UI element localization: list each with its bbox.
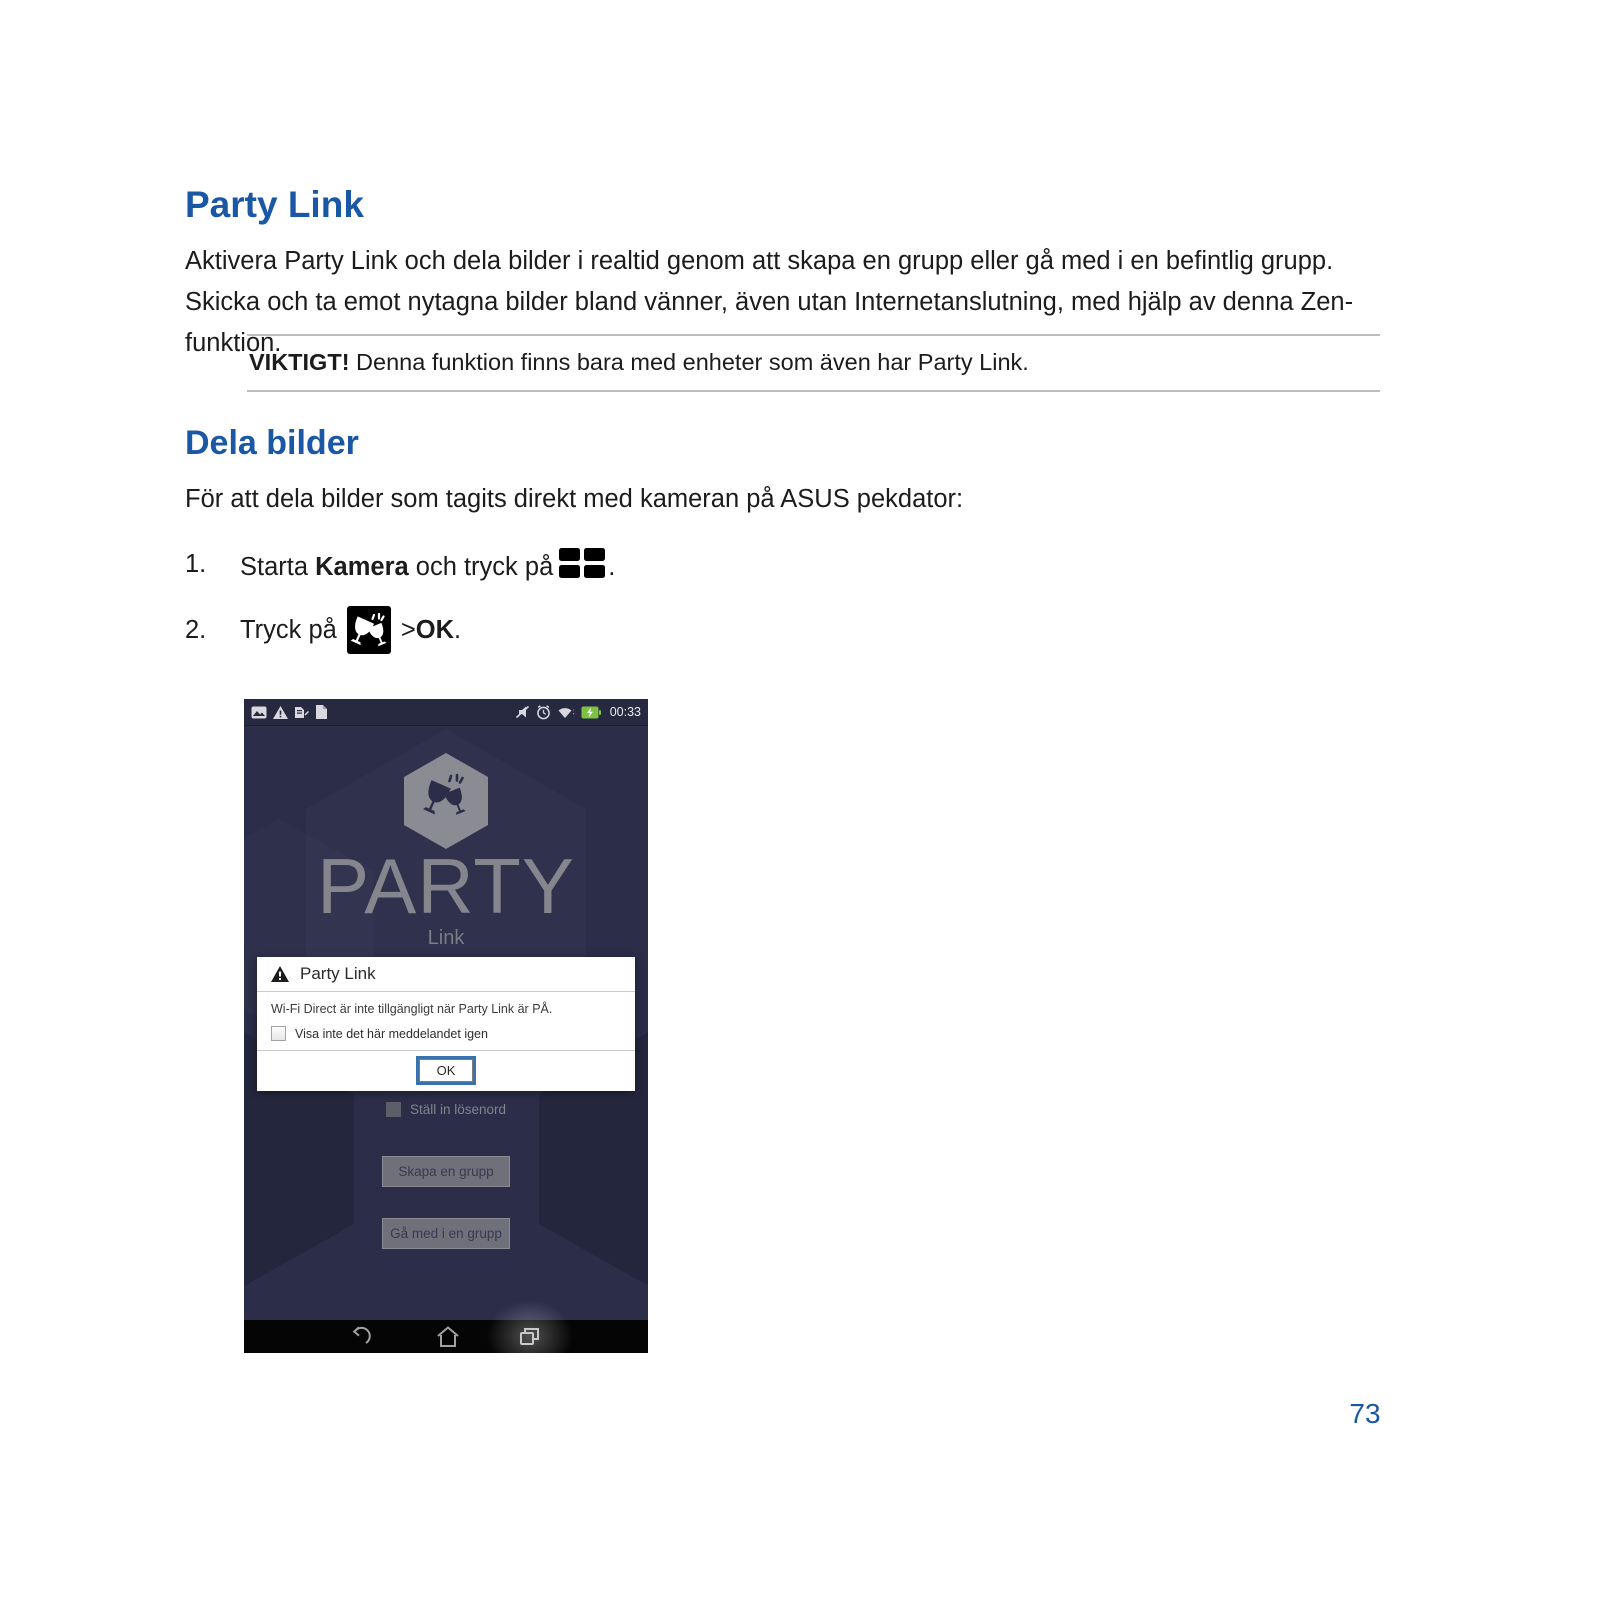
note-text: Denna funktion finns bara med enheter som även har Party Link. xyxy=(349,349,1029,375)
join-group-button[interactable]: Gå med i en grupp xyxy=(382,1218,510,1249)
section-title: Dela bilder xyxy=(185,424,359,462)
step-1 xyxy=(185,546,615,582)
recents-icon[interactable] xyxy=(517,1324,543,1350)
tablet-screenshot xyxy=(244,699,648,1353)
document-icon xyxy=(315,705,328,719)
mute-icon xyxy=(515,705,530,719)
step-2-number: 2. xyxy=(185,615,207,644)
dialog-title-row xyxy=(257,957,635,992)
dont-show-again-checkbox[interactable] xyxy=(271,1026,286,1041)
wifi-icon xyxy=(557,705,575,719)
set-password-checkbox[interactable] xyxy=(386,1102,401,1117)
back-icon[interactable] xyxy=(347,1324,373,1350)
step-1-number: 1. xyxy=(185,549,207,578)
sim-edit-icon xyxy=(294,705,309,719)
step-2: 2. Tryck på > OK . xyxy=(185,606,461,654)
step-1-text: Starta Kamera och tryck på . xyxy=(240,546,615,582)
page-title: Party Link xyxy=(185,184,364,225)
set-password-row[interactable] xyxy=(244,1102,648,1117)
alarm-icon xyxy=(536,705,551,720)
android-navigation-bar xyxy=(244,1320,648,1353)
party-logo-text: PARTY xyxy=(317,842,575,930)
ok-button[interactable]: OK xyxy=(416,1056,477,1085)
dont-show-again-row[interactable] xyxy=(271,1026,621,1041)
warning-icon xyxy=(271,966,289,982)
note-label: VIKTIGT! xyxy=(249,349,350,375)
party-link-hexagon-icon xyxy=(404,753,488,849)
camera-modes-grid-icon xyxy=(559,546,605,578)
status-bar xyxy=(244,699,648,726)
important-note xyxy=(247,334,1380,392)
intro-paragraph: Aktivera Party Link och dela bilder i realtid genom att skapa en grupp eller gå med i en befintlig grupp. Skicka och ta emot nytagna bilder bland vänner, även utan Internetanslutning, med hjälp av denna Zen-funktion. xyxy=(185,247,1354,357)
dialog-button-row xyxy=(257,1050,635,1091)
dialog-message: Wi-Fi Direct är inte tillgängligt när Party Link är PÅ. xyxy=(271,1002,553,1016)
party-logo-subtext: Link xyxy=(427,927,465,949)
section-intro: För att dela bilder som tagits direkt med kameran på ASUS pekdator: xyxy=(185,485,964,513)
status-icons-right xyxy=(515,705,641,720)
dont-show-again-label: Visa inte det här meddelandet igen xyxy=(295,1026,488,1041)
party-link-glasses-icon xyxy=(347,606,391,654)
dialog-title: Party Link xyxy=(300,964,376,983)
status-icons-left xyxy=(251,705,328,719)
warning-icon xyxy=(273,706,288,719)
status-time: 00:33 xyxy=(609,705,641,719)
set-password-label: Ställ in lösenord xyxy=(409,1102,507,1117)
gallery-icon xyxy=(251,706,267,719)
party-link-dialog xyxy=(257,957,635,1091)
battery-icon xyxy=(581,706,601,719)
create-group-button[interactable]: Skapa en grupp xyxy=(382,1156,510,1187)
page-number: 73 xyxy=(1349,1398,1381,1429)
home-icon[interactable] xyxy=(435,1324,461,1350)
